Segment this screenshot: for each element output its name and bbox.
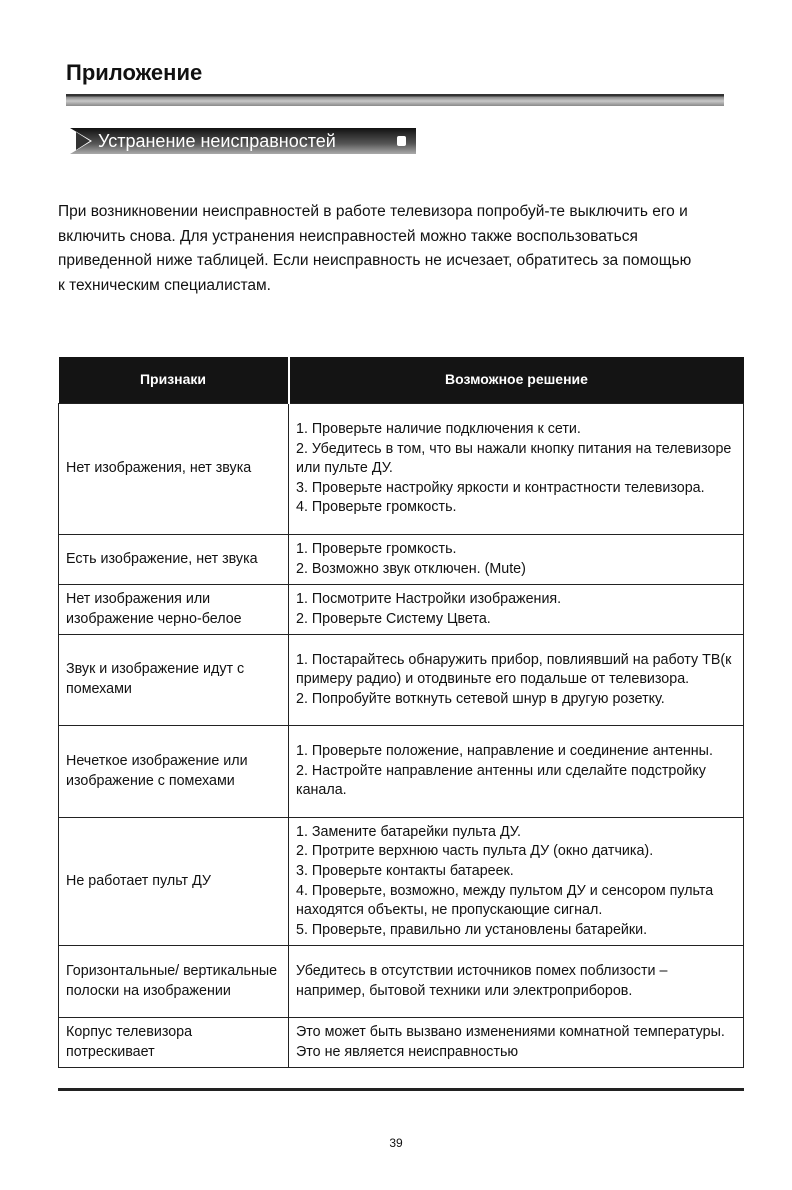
solution-line: Это может быть вызвано изменениями комнатной температуры. Это не является неисправностью xyxy=(296,1023,725,1060)
symptom-cell: Горизонтальные/ вертикальные полоски на изображении xyxy=(59,946,289,1018)
solution-cell xyxy=(289,535,744,585)
table-row xyxy=(59,404,744,535)
table-row xyxy=(59,1018,744,1068)
solution-line: 1. Замените батарейки пульта ДУ. xyxy=(296,823,521,840)
symptom-cell: Не работает пульт ДУ xyxy=(59,818,289,946)
solution-line: 2. Протрите верхнюю часть пульта ДУ (окно датчика). xyxy=(296,843,654,860)
solution-line: 2. Убедитесь в том, что вы нажали кнопку питания на телевизоре или пульте ДУ. xyxy=(296,440,732,477)
header-solution: Возможное решение xyxy=(289,357,744,404)
solution-line: 2. Возможно звук отключен. (Mute) xyxy=(296,560,526,577)
solution-line: 1. Посмотрите Настройки изображения. xyxy=(296,590,562,607)
symptom-cell: Нет изображения или изображение черно-белое xyxy=(59,585,289,635)
table-row xyxy=(59,946,744,1018)
solution-cell xyxy=(289,635,744,726)
solution-cell xyxy=(289,946,744,1018)
title-rule xyxy=(66,94,724,106)
solution-line: 4. Проверьте громкость. xyxy=(296,499,457,516)
solution-line: 5. Проверьте, правильно ли установлены батарейки. xyxy=(296,921,648,938)
solution-cell xyxy=(289,726,744,818)
solution-line: 1. Проверьте положение, направление и соединение антенны. xyxy=(296,743,713,760)
header-symptoms: Признаки xyxy=(59,357,289,404)
solution-line: 3. Проверьте контакты батареек. xyxy=(296,862,514,879)
solution-line: 2. Проверьте Систему Цвета. xyxy=(296,610,491,627)
table-row xyxy=(59,585,744,635)
solution-line: 1. Постарайтесь обнаружить прибор, повлиявший на работу ТВ(к примеру радио) и отодвиньте его подальше от телевизора. xyxy=(296,651,732,688)
symptom-cell: Нечеткое изображение или изображение с помехами xyxy=(59,726,289,818)
intro-paragraph: При возникновении неисправностей в работе телевизора попробуй-те выключить его и включить снова. Для устранения неисправностей можно также воспользоваться приведенной ниже таблицей. Если неисправность не исчезает, обратитесь за помощью к техническим специалистам. xyxy=(58,203,692,294)
section-banner xyxy=(70,128,416,154)
solution-cell xyxy=(289,404,744,535)
arrow-shade-icon xyxy=(76,132,90,150)
solution-line: 3. Проверьте настройку яркости и контрастности телевизора. xyxy=(296,479,705,496)
solution-cell xyxy=(289,1018,744,1068)
square-icon xyxy=(397,136,406,146)
table-row xyxy=(59,818,744,946)
table-row xyxy=(59,535,744,585)
solution-line: 4. Проверьте, возможно, между пультом ДУ и сенсором пульта находятся объекты, не пропускающие сигнал. xyxy=(296,882,714,919)
solution-line: Убедитесь в отсутствии источников помех поблизости – например, бытовой техники или электроприборов. xyxy=(296,962,668,999)
solution-cell xyxy=(289,585,744,635)
solution-line: 1. Проверьте громкость. xyxy=(296,540,457,557)
troubleshooting-table xyxy=(58,357,744,1068)
solution-line: 2. Попробуйте воткнуть сетевой шнур в другую розетку. xyxy=(296,690,665,707)
page-number: 39 xyxy=(389,1136,403,1150)
page-title: Приложение xyxy=(66,60,203,85)
bottom-rule xyxy=(58,1088,744,1091)
symptom-cell: Корпус телевизора потрескивает xyxy=(59,1018,289,1068)
symptom-cell: Звук и изображение идут с помехами xyxy=(59,635,289,726)
section-title: Устранение неисправностей xyxy=(98,131,336,151)
solution-cell xyxy=(289,818,744,946)
table-row xyxy=(59,635,744,726)
solution-line: 2. Настройте направление антенны или сделайте подстройку канала. xyxy=(296,762,706,799)
symptom-cell: Нет изображения, нет звука xyxy=(59,404,289,535)
solution-line: 1. Проверьте наличие подключения к сети. xyxy=(296,421,581,438)
table-row xyxy=(59,726,744,818)
symptom-cell: Есть изображение, нет звука xyxy=(59,535,289,585)
